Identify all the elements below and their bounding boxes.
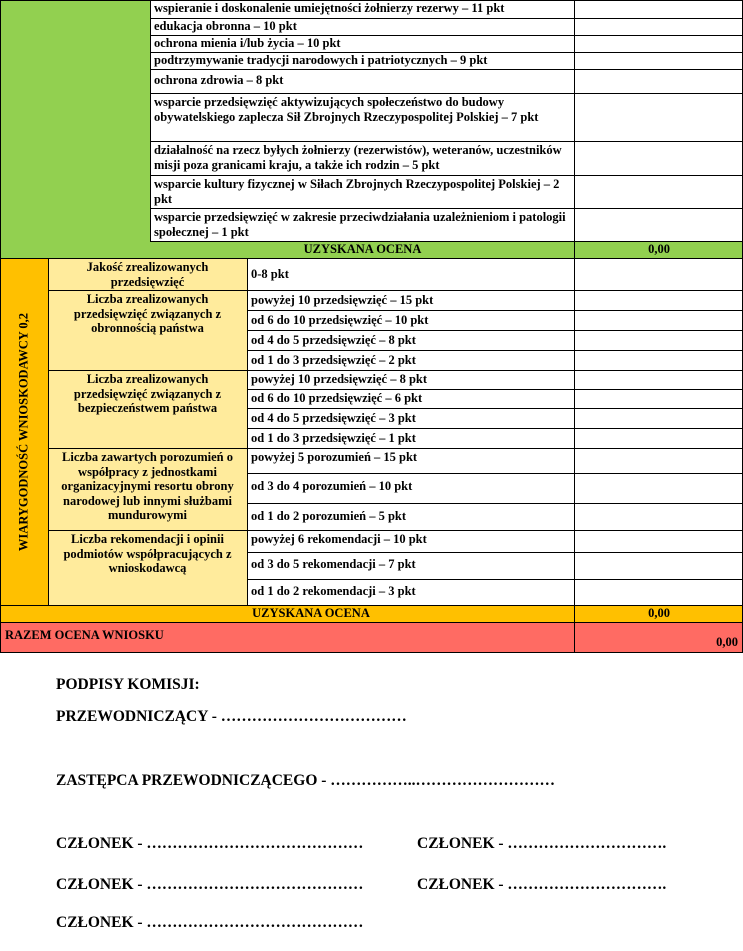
criteria-option: powyżej 10 przedsięwzięć – 15 pkt	[251, 293, 434, 307]
criteria-item: działalność na rzecz byłych żołnierzy (rezerwistów), weteranów, uczestników misji poza granicami kraju, a także ich rodzin – 5 pkt	[154, 143, 562, 172]
criteria-item: podtrzymywanie tradycji narodowych i patriotycznych – 9 pkt	[154, 53, 488, 67]
criteria-option: od 1 do 3 przedsięwzięć – 2 pkt	[251, 353, 416, 367]
section-a-total-label: UZYSKANA OCENA	[303, 242, 422, 256]
member-signature-line: CZŁONEK - ……………………………………	[56, 914, 364, 931]
section-a-side-fill	[0, 0, 150, 258]
section-b-side-label: WIARYGODNOŚĆ WNIOSKODAWCY 0,2	[16, 312, 31, 551]
criteria-option: od 4 do 5 przedsięwzięć – 8 pkt	[251, 333, 416, 347]
criteria-item: wsparcie kultury fizycznej w Siłach Zbrojnych Rzeczypospolitej Polskiej – 2 pkt	[154, 177, 560, 206]
criteria-group-label: Liczba zawartych porozumień o współpracy z jednostkami organizacyjnymi resortu obrony narodowej lub innymi służbami mundurowymi	[61, 450, 234, 522]
signatures-heading: PODPISY KOMISJI:	[56, 676, 200, 693]
member-signature-line: CZŁONEK - ………………………….	[417, 835, 667, 852]
criteria-option: od 3 do 5 rekomendacji – 7 pkt	[251, 557, 416, 571]
criteria-option: 0-8 pkt	[251, 267, 289, 281]
chair-signature-line: PRZEWODNICZĄCY - ………………………………	[56, 708, 407, 725]
criteria-item: wspieranie i doskonalenie umiejętności żołnierzy rezerwy – 11 pkt	[154, 1, 505, 15]
section-b-total-label: UZYSKANA OCENA	[252, 606, 370, 620]
criteria-option: od 1 do 2 rekomendacji – 3 pkt	[251, 584, 416, 598]
member-signature-line: CZŁONEK - ………………………….	[417, 876, 667, 893]
criteria-item: edukacja obronna – 10 pkt	[154, 19, 297, 33]
criteria-item: ochrona zdrowia – 8 pkt	[154, 73, 284, 87]
section-b-total-value: 0,00	[648, 606, 670, 620]
criteria-option: powyżej 6 rekomendacji – 10 pkt	[251, 532, 427, 546]
criteria-item: wsparcie przedsięwzięć w zakresie przeciwdziałania uzależnieniom i patologii społecznej – 1 pkt	[154, 210, 566, 239]
criteria-item: ochrona mienia i/lub życia – 10 pkt	[154, 36, 341, 50]
grand-total-value: 0,00	[716, 635, 738, 649]
member-signature-line: CZŁONEK - ……………………………………	[56, 876, 364, 893]
criteria-option: od 6 do 10 przedsięwzięć – 10 pkt	[251, 313, 429, 327]
section-a-total-value: 0,00	[648, 242, 670, 256]
criteria-group-label: Liczba zrealizowanych przedsięwzięć związanych z bezpieczeństwem państwa	[73, 372, 222, 415]
criteria-option: powyżej 10 przedsięwzięć – 8 pkt	[251, 372, 428, 386]
criteria-option: od 6 do 10 przedsięwzięć – 6 pkt	[251, 391, 423, 405]
criteria-option: powyżej 5 porozumień – 15 pkt	[251, 450, 418, 464]
criteria-option: od 3 do 4 porozumień – 10 pkt	[251, 479, 413, 493]
grand-total-label: RAZEM OCENA WNIOSKU	[5, 628, 164, 642]
criteria-group-label: Liczba zrealizowanych przedsięwzięć związanych z obronnością państwa	[73, 292, 222, 335]
criteria-group-label: Liczba rekomendacji i opinii podmiotów współpracujących z wnioskodawcą	[63, 532, 232, 575]
criteria-option: od 1 do 2 porozumień – 5 pkt	[251, 509, 407, 523]
member-signature-line: CZŁONEK - ……………………………………	[56, 835, 364, 852]
criteria-option: od 1 do 3 przedsięwzięć – 1 pkt	[251, 431, 416, 445]
criteria-group-label: Jakość zrealizowanych przedsięwzięć	[86, 260, 209, 289]
criteria-item: wsparcie przedsięwzięć aktywizujących społeczeństwo do budowy obywatelskiego zaplecza Sił Zbrojnych Rzeczypospolitej Polskiej – 7 pkt	[154, 95, 539, 124]
criteria-option: od 4 do 5 przedsięwzięć – 3 pkt	[251, 411, 416, 425]
deputy-signature-line: ZASTĘPCA PRZEWODNICZĄCEGO - ……………..………………………	[56, 772, 556, 789]
